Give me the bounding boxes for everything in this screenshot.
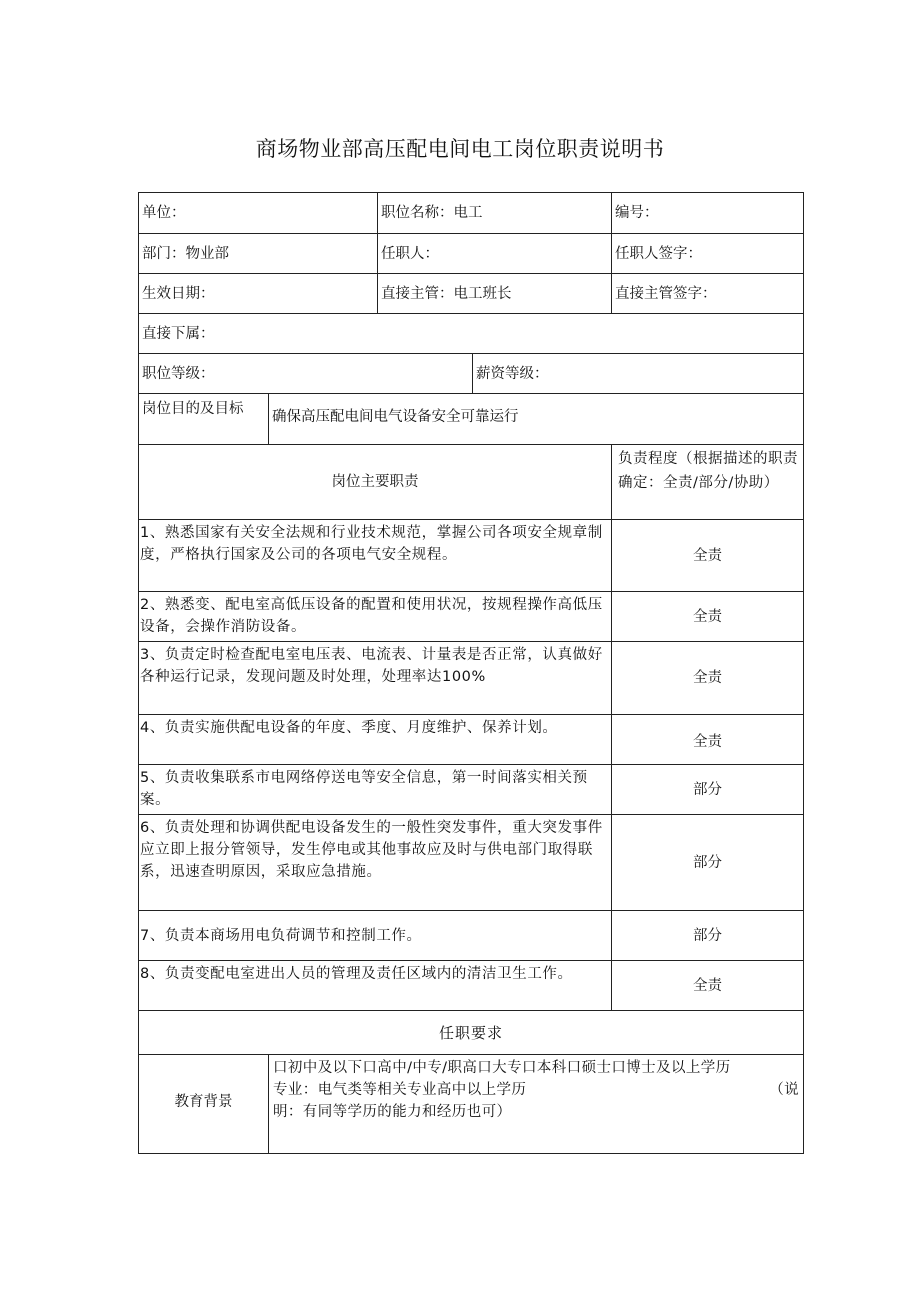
direct-subordinate-cell: 直接下属： [142,325,215,342]
duty-row [138,815,804,911]
duty-level: 全责 [611,715,803,764]
duty-text: 7、负责本商场用电负荷调节和控制工作。 [140,928,422,944]
duty-row [138,592,804,642]
duty-text: 2、熟悉变、配电室高低压设备的配置和使用状况，按规程操作高低压设备，会操作消防设备。 [140,597,603,635]
duty-row [138,911,804,961]
duty-level: 部分 [611,911,803,960]
duty-row [138,715,804,765]
education-note-start: （说 [769,1082,799,1098]
duty-row [138,642,804,715]
duty-level: 全责 [611,961,803,1010]
page-title: 商场物业部高压配电间电工岗位职责说明书 [255,137,665,161]
table-row [138,314,804,354]
table-row [138,192,804,234]
unit-cell: 单位： [142,205,186,221]
number-cell: 编号： [611,193,803,233]
education-major: 专业：电气类等相关专业高中以上学历 [273,1082,527,1098]
education-line-2 [273,1079,799,1101]
purpose-label-cell: 岗位目的及目标 [142,401,244,417]
department-cell: 部门：物业部 [142,245,229,262]
table-row [138,1011,804,1055]
table-row [138,354,804,394]
duty-text: 8、负责变配电室进出人员的管理及责任区域内的清洁卫生工作。 [140,966,573,982]
requirements-title: 任职要求 [438,1023,503,1042]
supervisor-sign-cell: 直接主管签字： [611,274,803,313]
responsibility-header: 负责程度（根据描述的职责确定：全责/部分/协助） [611,445,803,519]
duty-row [138,520,804,592]
direct-supervisor-cell: 直接主管：电工班长 [377,274,611,313]
duty-row [138,765,804,815]
table-row [138,445,804,520]
position-grade-cell: 职位等级： [142,365,215,382]
education-line-1: 口初中及以下口高中/中专/职高口大专口本科口硕士口博士及以上学历 [273,1060,731,1076]
duty-text: 5、负责收集联系市电网络停送电等安全信息，第一时间落实相关预案。 [140,770,588,808]
duty-level: 部分 [611,765,803,814]
position-name-cell: 职位名称：电工 [377,193,611,233]
table-row [138,394,804,445]
duty-level: 部分 [611,815,803,910]
duty-row [138,961,804,1011]
table-row [138,1055,804,1154]
incumbent-sign-cell: 任职人签字： [611,234,803,273]
job-description-table [138,192,804,1154]
education-label: 教育背景 [174,1094,233,1110]
purpose-value-cell: 确保高压配电间电气设备安全可靠运行 [268,394,803,444]
duty-text: 1、熟悉国家有关安全法规和行业技术规范，掌握公司各项安全规章制度，严格执行国家及公司的各项电气安全规程。 [140,525,603,563]
duty-text: 6、负责处理和协调供配电设备发生的一般性突发事件，重大突发事件应立即上报分管领导，发生停电或其他事故应及时与供电部门取得联系，迅速查明原因，采取应急措施。 [140,820,603,880]
salary-grade-cell: 薪资等级： [472,354,803,393]
duty-level: 全责 [611,520,803,591]
education-line-3: 明：有同等学历的能力和经历也可） [273,1104,512,1120]
duty-text: 4、负责实施供配电设备的年度、季度、月度维护、保养计划。 [140,720,558,736]
duty-level: 全责 [611,642,803,714]
table-row [138,274,804,314]
main-duties-header: 岗位主要职责 [331,474,419,490]
duty-text: 3、负责定时检查配电室电压表、电流表、计量表是否正常，认真做好各种运行记录，发现问题及时处理，处理率达100% [140,647,603,685]
effective-date-cell: 生效日期： [142,285,215,302]
duty-level: 全责 [611,592,803,641]
table-row [138,234,804,274]
education-value [268,1055,803,1153]
incumbent-cell: 任职人： [377,234,611,273]
